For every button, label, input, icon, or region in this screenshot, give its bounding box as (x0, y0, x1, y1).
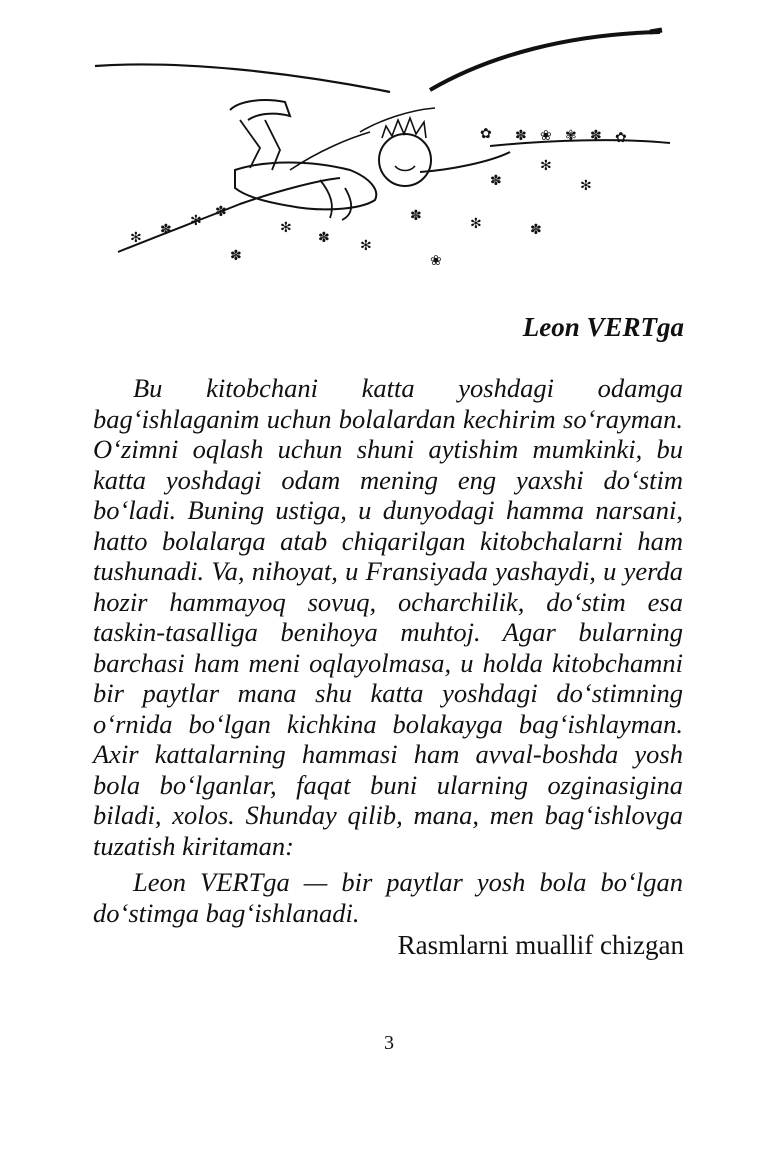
dedication-paragraph: Leon VERTga — bir paytlar yosh bola bo‘lgan do‘stimga bag‘ishlanadi. (93, 867, 683, 928)
svg-text:✻: ✻ (360, 238, 372, 254)
dedication-paragraph: Bu kitobchani katta yoshdagi odamga bag‘ishlaganim uchun bolalardan kechirim so‘rayman. O‘zimni oqlash uchun shuni aytishim mumkinki, bu katta yoshdagi odam mening eng yaxshi do‘stim bo‘ladi. Buning ustiga, u dunyodagi hamma narsani, hatto bolalarga atab chiqarilgan kitobchalarni ham tushunadi. Va, nihoyat, u Fransiyada yashaydi, u yerda hozir hammayoq sovuq, ocharchilik, do‘stim esa taskin-tasalliga benihoya muhtoj. Agar bularning barchasi ham meni oqlayolmasa, u holda kitobchamni bir paytlar mana shu katta yoshdagi do‘stimning o‘rnida bo‘lgan kichkina bolakayga bag‘ishlayman. Axir kattalarning hammasi ham avval-boshda yosh bola bo‘lganlar, faqat buni ularning ozginasigina biladi, xolos. Shunday qilib, mana, men bag‘ishlovga tuzatish kiritaman: (93, 373, 683, 861)
dedication-heading: Leon VERTga (522, 312, 684, 342)
svg-text:✽: ✽ (490, 173, 502, 189)
dedication-body (93, 373, 683, 928)
svg-text:✻: ✻ (540, 158, 552, 174)
illustration-credit: Rasmlarni muallif chizgan (397, 930, 684, 960)
little-prince-illustration (90, 20, 690, 280)
svg-text:✽: ✽ (590, 128, 602, 144)
svg-text:✽: ✽ (230, 248, 242, 264)
svg-text:✻: ✻ (190, 213, 202, 229)
svg-text:✽: ✽ (530, 222, 542, 238)
svg-text:✽: ✽ (318, 230, 330, 246)
svg-text:❀: ❀ (430, 253, 442, 269)
svg-text:✽: ✽ (410, 208, 422, 224)
svg-text:✻: ✻ (580, 178, 592, 194)
svg-text:✿: ✿ (480, 126, 492, 142)
page-number: 3 (384, 1032, 394, 1054)
svg-text:✻: ✻ (470, 216, 482, 232)
svg-text:✽: ✽ (160, 222, 172, 238)
svg-text:✽: ✽ (515, 128, 527, 144)
svg-text:✿: ✿ (615, 130, 627, 146)
little-prince-lying-on-hill-icon (90, 20, 690, 280)
svg-text:✻: ✻ (280, 220, 292, 236)
svg-text:✻: ✻ (130, 230, 142, 246)
svg-text:✽: ✽ (215, 204, 227, 220)
svg-text:❀: ❀ (540, 128, 552, 144)
svg-text:✾: ✾ (565, 128, 577, 144)
